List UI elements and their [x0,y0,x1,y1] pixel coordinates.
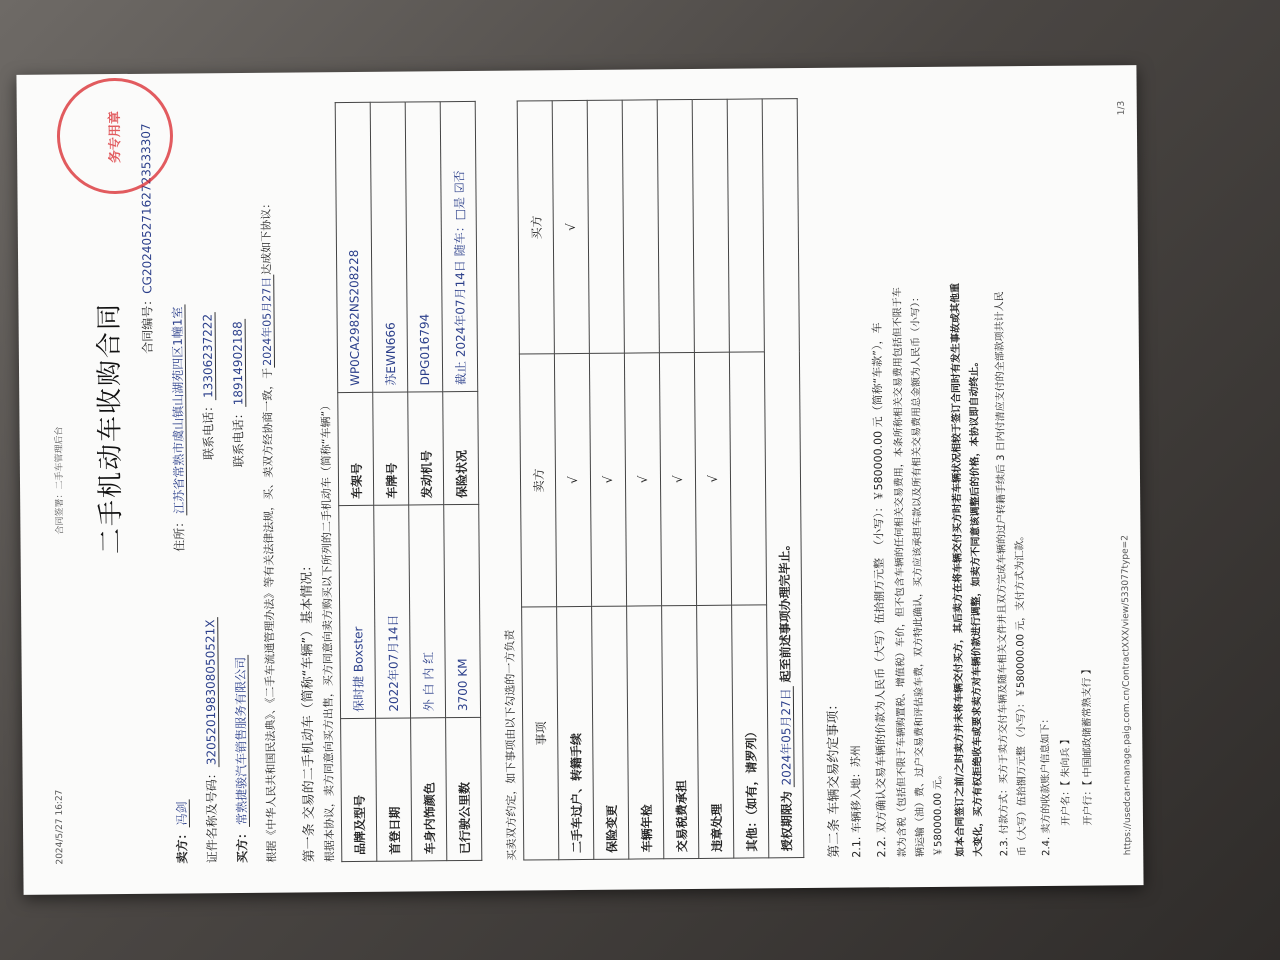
signer-note: 合同签署：二手车管理后台 [54,426,66,535]
resp-cell-seller: √ [554,353,591,606]
vehicle-row [440,101,482,860]
clause-2-2a: 2.2. 双方确认交易车辆的价款为人民币（大写）伍拾捌万元整 （小写）：￥580000.00 元（简称“车款”），车 [870,322,889,858]
resp-cell-item: 交易税费承担 [662,605,699,858]
vehicle-cell-v1: 3700 KM [444,504,481,717]
resp-cell-item: 二手车过户、转籍手续 [557,606,594,859]
print-date: 2024/5/27 16:27 [54,789,66,865]
clause-bold-1: 如本合同签订之前/之时卖方并未将车辆交付买方，其后卖方在将车辆交付买方时若车辆状况相较于签订合同时有发生事故或其他重 [950,283,967,857]
col-seller: 卖方 [519,354,556,607]
contract-sheet [16,65,1143,895]
clause-2-3a: 2.3. 付款方式：买方于卖方交付车辆及随车相关文件并且双方完成车辆的过户转籍手续后 3 日内付清应支付的全部款项共计人民 [994,291,1011,857]
clause-2-3b: 币（大写）伍拾捌万元整 （小写）：￥580000.00 元，支付方式为汇款。 [1014,530,1029,857]
vehicle-cell-l1: 品牌及型号 [341,718,377,861]
vehicle-cell-v1: 2022年07月14日 [374,505,411,718]
resp-cell-buyer [622,100,659,353]
vehicle-cell-l2: 发动机号 [408,392,444,505]
resp-cell-buyer [657,100,694,353]
deadline-row: 授权期限为 2024年05月27日 起至前述事项办理完毕止。 [762,99,804,858]
vehicle-cell-l1: 车身内饰颜色 [411,718,447,861]
seller-line: 卖方：冯剑 住所：江苏省常熟市虞山镇山湖苑四区1幢1室 [168,304,190,863]
col-item: 事项 [522,607,559,860]
resp-intro: 买卖双方约定，如下事项由以下勾选的一方负责 [503,629,519,861]
account-bank: 开户行：【 中国邮政储蓄常熟支行 】 [1081,664,1095,826]
vehicle-cell-l1: 已行驶公里数 [446,717,482,860]
resp-cell-buyer [587,100,624,353]
vehicle-cell-v1: 外 白 内 红 [409,505,446,718]
article2-title: 第二条 车辆交易约定事项： [825,697,843,858]
vehicle-cell-l2: 保险状况 [443,391,479,504]
buyer-line: 买方：常熟捷骏汽车销售服务有限公司 联系电话：18914902188 [229,319,251,863]
clause-bold-2: 大变化，买方有权拒绝收车或要求卖方对车辆价款进行调整，如卖方不同意该调整后的价格，本协议即自动终止。 [968,356,985,857]
resp-cell-seller [729,352,766,605]
company-seal: 务专用章 [56,78,173,195]
resp-cell-seller: √ [659,352,696,605]
clause-2-2d: 辆运输（油）费、过户交易费和评估验车费，双方特此确认，买方应该承担车款以及所有相关交易费用总金额为人民币（小写）： [910,292,927,858]
clause-2-2e: ￥580000.00 元。 [932,769,945,857]
clause-2-1: 2.1. 车辆移入地：苏州 [849,745,864,858]
footer-url: https://usedcar-manage.paig.com.cn/ContractXXX/view/533077type=2 [1120,535,1134,856]
resp-cell-seller: √ [624,353,661,606]
contract-page [16,65,1143,895]
vehicle-cell-l2: 车架号 [338,392,374,505]
clause-2-4: 2.4. 卖方的收款账户信息如下： [1040,713,1053,856]
vehicle-cell-v2: 截止 2024年07月14日 随车：□是 ☑否 [440,101,478,391]
account-name: 开户名：【 朱向兵 】 [1060,734,1073,826]
article1-title: 第一条 交易的二手机动车（简称“车辆”）基本情况： [299,558,318,863]
vehicle-cell-v2: DPG016794 [405,102,443,392]
vehicle-table [335,101,483,862]
vehicle-cell-l1: 首登日期 [376,718,412,861]
contract-no: 合同编号：CG20240527162723533307 [138,123,155,354]
resp-cell-buyer: √ [552,100,589,353]
clause-2-2c: 款为含税（包括但不限于车辆购置税、增值税）车价，但不包含车辆的任何相关交易费用，本条所称相关交易费用包括但不限于车 [892,287,909,858]
col-buyer: 买方 [517,101,554,354]
vehicle-cell-v1: 保时捷 Boxster [339,505,376,718]
resp-cell-item: 保险变更 [592,606,629,859]
resp-cell-item: 其他：（如有，请罗列） [732,605,769,858]
basis-line: 根据《中华人民共和国民法典》、《二手车流通管理办法》等有关法律法规，买、卖双方经协商一致，于2024年05月27日达成如下协议： [259,197,279,863]
vehicle-cell-v2: 苏EWN666 [370,102,408,392]
page-title: 二手机动车收购合同 [94,301,127,555]
seller-id-line: 证件名称及号码：320520198308050521X 联系电话：13306237222 [199,312,221,863]
resp-cell-item: 车辆年检 [627,606,664,859]
article1-sub: 根据本协议，卖方同意向买方出售，买方同意向卖方购买以下所列的二手机动车（简称“车辆”） [319,399,337,863]
resp-cell-seller: √ [589,353,626,606]
resp-cell-seller: √ [694,352,731,605]
resp-cell-buyer [727,99,764,352]
vehicle-cell-l2: 车牌号 [373,392,409,505]
resp-cell-buyer [692,99,729,352]
vehicle-cell-v2: WP0CA2982NS208228 [335,102,373,392]
resp-cell-item: 违章处理 [697,605,734,858]
page-number: 1/3 [1116,100,1127,116]
responsibility-table [517,98,805,860]
